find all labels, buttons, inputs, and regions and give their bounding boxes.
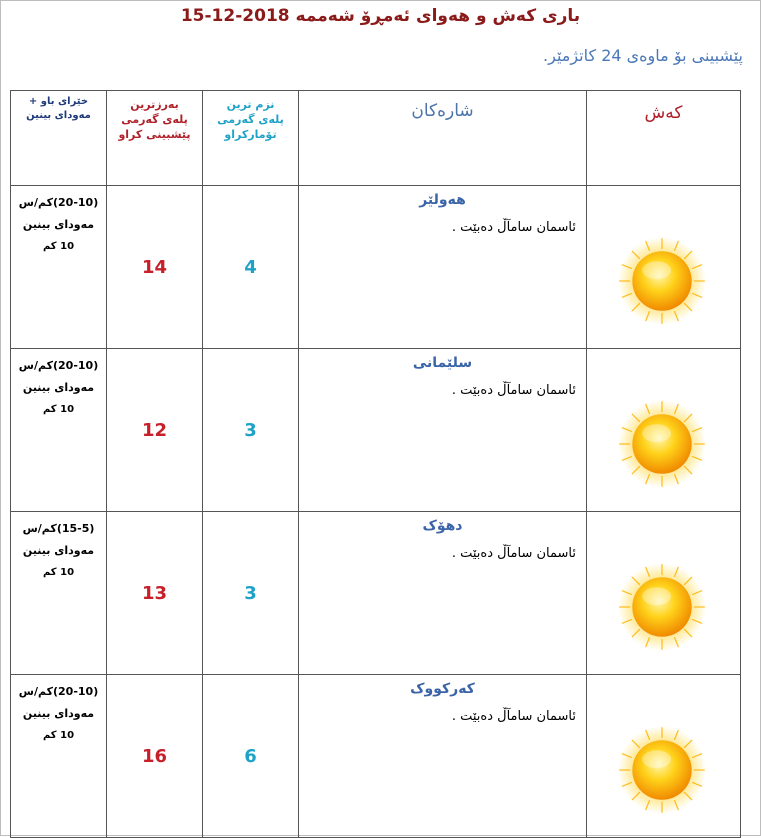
max-temp-header: بەرزترین پلەی گەرمی پێشبینی کراو bbox=[107, 91, 203, 186]
condition-header: کەش bbox=[587, 91, 741, 186]
condition-cell bbox=[587, 349, 741, 512]
weather-description: ئاسمان سامآڵ دەبێت . bbox=[451, 546, 576, 561]
min-temp-cell: 6 bbox=[203, 675, 299, 838]
max-temp-cell: 13 bbox=[107, 512, 203, 675]
min-temp-cell: 3 bbox=[203, 512, 299, 675]
weather-description: ئاسمان سامآڵ دەبێت . bbox=[451, 383, 576, 398]
wind-speed: (20-10)کم/س bbox=[18, 359, 99, 372]
wind-visibility-cell bbox=[11, 349, 107, 512]
visibility-label: مەودای بینین bbox=[22, 707, 95, 720]
city-name: کەرکووک bbox=[410, 681, 475, 697]
table-row bbox=[11, 512, 741, 675]
visibility-value: 10 کم bbox=[42, 567, 75, 578]
min-temp-cell: 4 bbox=[203, 186, 299, 349]
city-cell bbox=[299, 512, 587, 675]
wind-visibility-cell bbox=[11, 675, 107, 838]
max-temp-cell: 16 bbox=[107, 675, 203, 838]
table-row bbox=[11, 675, 741, 838]
wind-visibility-header: خێرای باو + مەودای بینین bbox=[11, 91, 107, 186]
max-temp-cell: 12 bbox=[107, 349, 203, 512]
weather-description: ئاسمان سامآڵ دەبێت . bbox=[451, 709, 576, 724]
sun-icon bbox=[617, 725, 707, 815]
min-temp-header: نزم ترین پلەی گەرمی تۆمارکراو bbox=[203, 91, 299, 186]
visibility-value: 10 کم bbox=[42, 241, 75, 252]
wind-speed: (15-5)کم/س bbox=[22, 522, 95, 535]
sun-icon bbox=[617, 562, 707, 652]
visibility-label: مەودای بینین bbox=[22, 218, 95, 231]
condition-cell bbox=[587, 512, 741, 675]
page-title: باری کەش و هەوای ئەمڕۆ شەممە 2018-12-15 bbox=[180, 6, 581, 26]
wind-speed: (20-10)کم/س bbox=[18, 196, 99, 209]
forecast-subtitle: پێشبینی بۆ ماوەی 24 کاتژمێر. bbox=[543, 46, 743, 65]
visibility-label: مەودای بینین bbox=[22, 381, 95, 394]
city-name: هەولێر bbox=[419, 192, 466, 208]
city-cell bbox=[299, 349, 587, 512]
sun-icon bbox=[617, 236, 707, 326]
city-cell bbox=[299, 186, 587, 349]
weather-table bbox=[10, 90, 741, 838]
visibility-label: مەودای بینین bbox=[22, 544, 95, 557]
city-cell bbox=[299, 675, 587, 838]
city-name: دهۆک bbox=[422, 518, 463, 534]
city-name: سلێمانی bbox=[412, 355, 473, 371]
condition-cell bbox=[587, 186, 741, 349]
table-row bbox=[11, 349, 741, 512]
table-header-row bbox=[11, 91, 741, 186]
visibility-value: 10 کم bbox=[42, 404, 75, 415]
wind-visibility-cell bbox=[11, 186, 107, 349]
condition-cell bbox=[587, 675, 741, 838]
cities-header: شارەکان bbox=[299, 91, 587, 186]
weather-description: ئاسمان سامآڵ دەبێت . bbox=[451, 220, 576, 235]
sun-icon bbox=[617, 399, 707, 489]
table-row bbox=[11, 186, 741, 349]
min-temp-cell: 3 bbox=[203, 349, 299, 512]
wind-visibility-cell bbox=[11, 512, 107, 675]
max-temp-cell: 14 bbox=[107, 186, 203, 349]
wind-speed: (20-10)کم/س bbox=[18, 685, 99, 698]
visibility-value: 10 کم bbox=[42, 730, 75, 741]
